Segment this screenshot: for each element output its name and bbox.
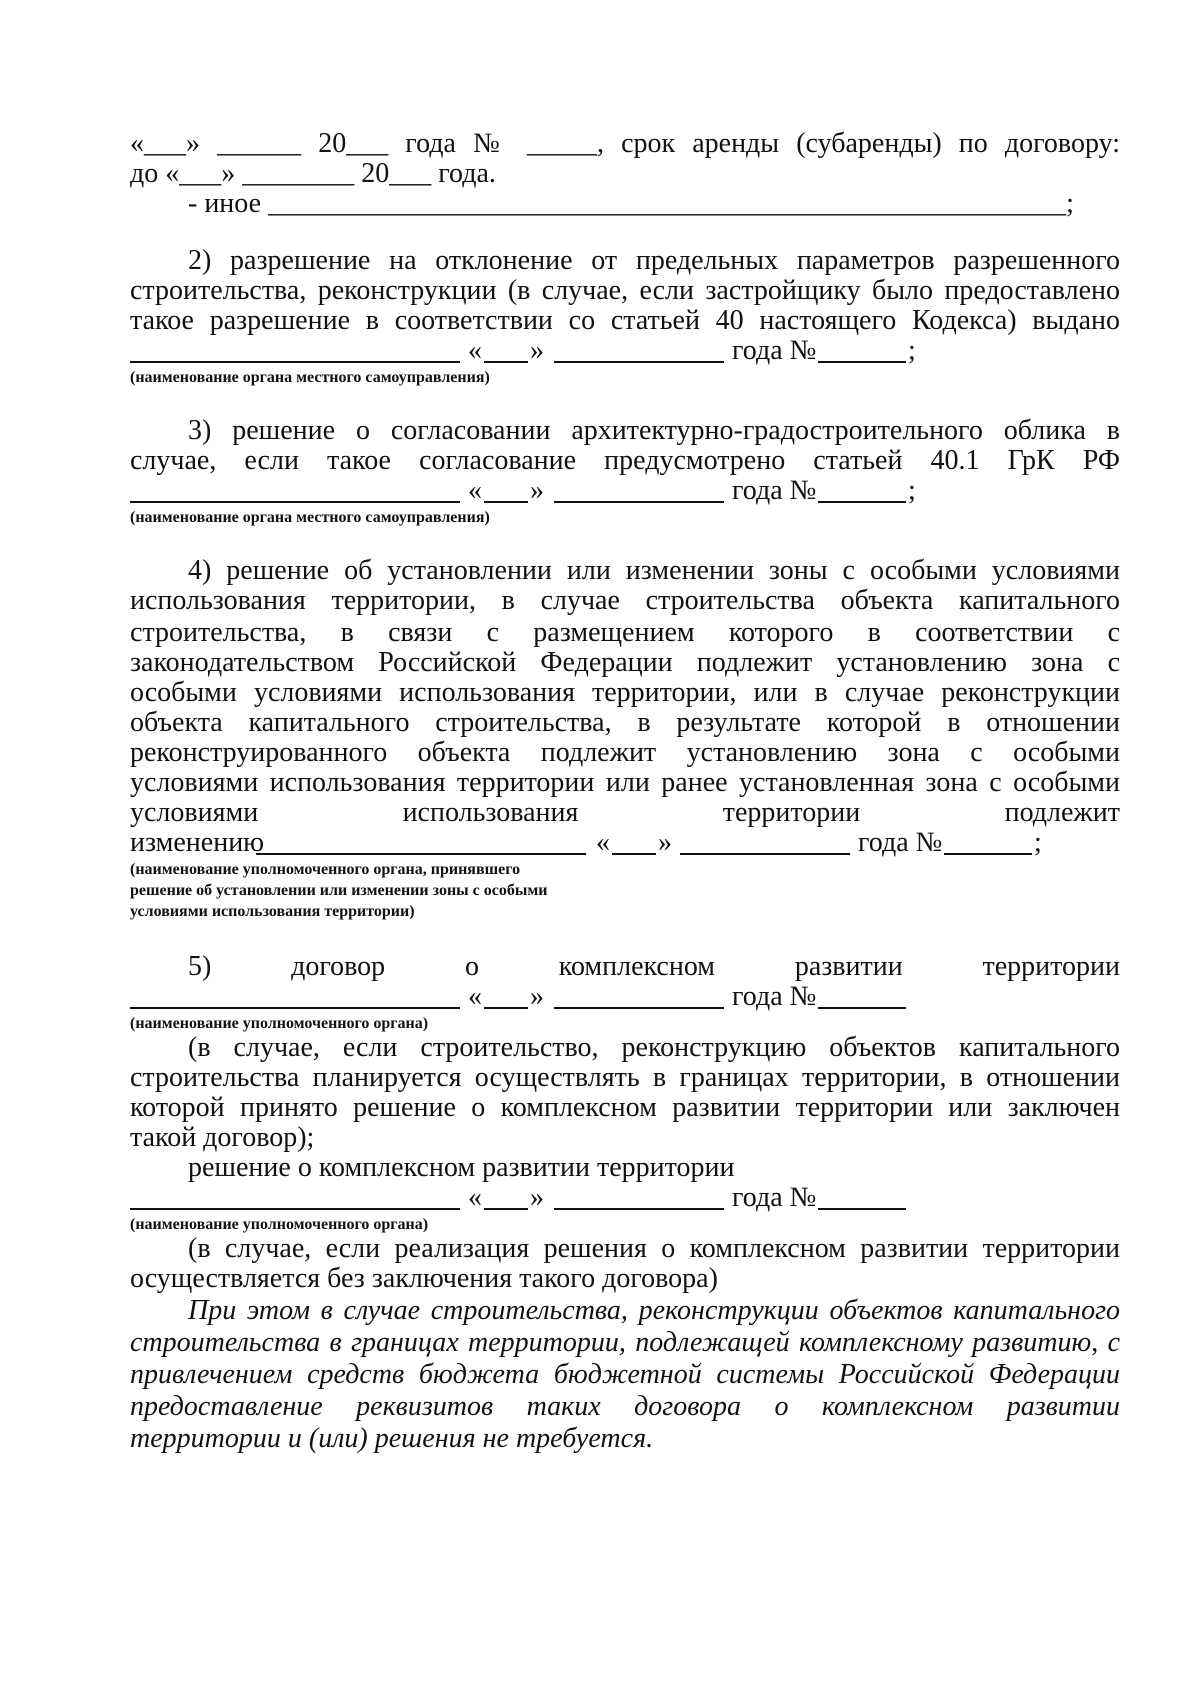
quote-close: »: [658, 827, 672, 858]
p3-line-2: случае, если такое согласование предусмотрено статьей 40.1 ГрК РФ: [130, 445, 1120, 476]
quote-open: «: [468, 475, 482, 506]
number-blank: [818, 335, 906, 363]
quote-close: »: [530, 981, 544, 1012]
day-blank: [484, 335, 528, 363]
day-blank: [484, 981, 528, 1009]
day-blank: [612, 827, 656, 855]
semicolon: ;: [908, 335, 916, 366]
month-blank: [680, 827, 850, 855]
day-blank: [484, 475, 528, 503]
number-blank: [944, 827, 1032, 855]
year-number-label: года №: [732, 981, 817, 1012]
p5-line-2: (в случае, если строительство, реконструкцию объектов капитального: [188, 1032, 1120, 1063]
note-line-2: строительства в границах территории, подлежащей комплексному развитию, с: [130, 1327, 1120, 1358]
p5-line-8: осуществляется без заключения такого договора): [130, 1263, 718, 1294]
quote-close: »: [530, 475, 544, 506]
org-name-blank: [130, 1182, 460, 1210]
caption-local-gov: (наименование органа местного самоуправления): [130, 509, 490, 526]
p5-line-3: строительства планируется осуществлять в границах территории, в отношении: [130, 1062, 1120, 1093]
day-blank: [484, 1182, 528, 1210]
caption-zone-2: решение об установлении или изменении зоны с особыми: [130, 882, 548, 899]
p4-line-5: особыми условиями использования территории, или в случае реконструкции: [130, 677, 1120, 708]
semicolon: ;: [1034, 827, 1042, 858]
p4-line-4: законодательством Российской Федерации подлежит установлению зона с: [130, 647, 1120, 678]
p3-fill-row: [130, 475, 990, 509]
p5-line-6: решение о комплексном развитии территории: [188, 1152, 735, 1183]
note-line-3: привлечением средств бюджета бюджетной системы Российской Федерации: [130, 1359, 1120, 1390]
p4-line-6: объекта капитального строительства, в результате которой в отношении: [130, 707, 1120, 738]
month-blank: [554, 1182, 724, 1210]
quote-close: »: [530, 1182, 544, 1213]
year-number-label: года №: [858, 827, 943, 858]
quote-close: »: [530, 335, 544, 366]
caption-authorized: (наименование уполномоченного органа): [130, 1015, 429, 1032]
org-name-blank: [130, 475, 460, 503]
quote-open: «: [468, 335, 482, 366]
quote-open: «: [468, 981, 482, 1012]
year-number-label: года №: [732, 475, 817, 506]
p4-line-8: условиями использования территории или ранее установленная зона с особыми: [130, 767, 1120, 798]
p4-line-7: реконструированного объекта подлежит установлению зона с особыми: [130, 737, 1120, 768]
p2-line-1: 2) разрешение на отклонение от предельных параметров разрешенного: [188, 245, 1120, 276]
p5-line-4: которой принято решение о комплексном развитии территории или заключен: [130, 1092, 1120, 1123]
p5-line-7: (в случае, если реализация решения о комплексном развитии территории: [188, 1233, 1120, 1264]
p5-line-5: такой договор);: [130, 1122, 315, 1153]
month-blank: [554, 981, 724, 1009]
caption-authorized: (наименование уполномоченного органа): [130, 1216, 429, 1233]
note-line-1: При этом в случае строительства, реконструкции объектов капитального: [188, 1295, 1120, 1326]
caption-zone-1: (наименование уполномоченного органа, принявшего: [130, 861, 521, 878]
p2-line-3: такое разрешение в соответствии со статьей 40 настоящего Кодекса) выдано: [130, 305, 1120, 336]
year-number-label: года №: [732, 1182, 817, 1213]
p4-line-10: изменению: [130, 827, 265, 858]
p3-line-1: 3) решение о согласовании архитектурно-градостроительного облика в: [188, 415, 1120, 446]
lease-until-line: до «___» ________ 20___ года.: [130, 158, 496, 189]
org-name-blank: [130, 335, 460, 363]
org-name-blank: [130, 981, 460, 1009]
number-blank: [818, 981, 906, 1009]
p2-line-2: строительства, реконструкции (в случае, если застройщику было предоставлено: [130, 275, 1120, 306]
p4-fill-row: [130, 827, 1120, 861]
note-line-4: предоставление реквизитов таких договора о комплексном развитии: [130, 1391, 1120, 1422]
number-blank: [818, 1182, 906, 1210]
caption-zone-3: условиями использования территории): [130, 903, 415, 920]
org-name-blank: [256, 827, 586, 855]
other-line: - иное _________________________________________________________;: [188, 188, 1074, 219]
quote-open: «: [468, 1182, 482, 1213]
p4-line-1: 4) решение об установлении или изменении зоны с особыми условиями: [188, 555, 1120, 586]
lease-term-line: «___» ______ 20___ года № _____, срок аренды (субаренды) по договору:: [130, 128, 1120, 159]
p4-line-2: использования территории, в случае строительства объекта капитального: [130, 585, 1120, 616]
year-number-label: года №: [732, 335, 817, 366]
number-blank: [818, 475, 906, 503]
p4-line-9: условиями использования территории подлежит: [130, 797, 1120, 828]
caption-local-gov: (наименование органа местного самоуправления): [130, 369, 490, 386]
p4-line-3: строительства, в связи с размещением которого в соответствии с: [130, 617, 1120, 648]
quote-open: «: [596, 827, 610, 858]
p5-fill-row-1: [130, 981, 990, 1015]
month-blank: [554, 475, 724, 503]
p5-fill-row-2: [130, 1182, 990, 1216]
month-blank: [554, 335, 724, 363]
note-line-5: территории и (или) решения не требуется.: [130, 1423, 654, 1454]
semicolon: ;: [908, 475, 916, 506]
p2-fill-row: [130, 335, 990, 369]
p5-line-1: 5) договор о комплексном развитии территории: [188, 951, 1120, 982]
